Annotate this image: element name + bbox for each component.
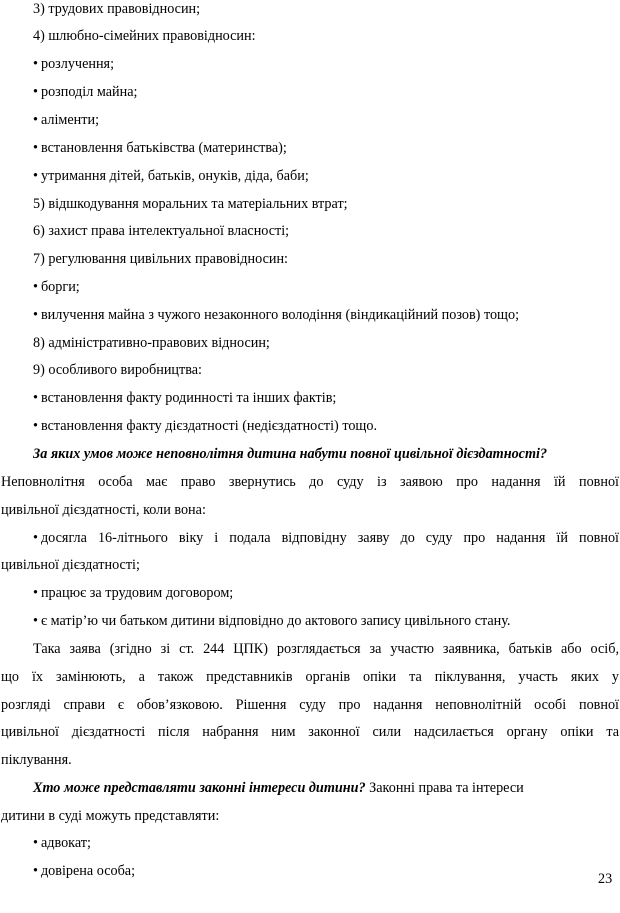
bullet-icon: •	[33, 307, 38, 323]
paragraph-line: що їх замінюють, а також представників органів опіки та піклування, участь яких у	[1, 669, 619, 685]
paragraph-line: цивільної дієздатності, коли вона:	[1, 502, 206, 518]
bullet-icon: •	[33, 112, 38, 128]
text-line: 8) адміністративно-правових відносин;	[33, 335, 270, 351]
paragraph-line: цивільної дієздатності;	[1, 557, 140, 573]
bullet-item: • досягла 16-літнього віку і подала відповідну заяву до суду про надання їй повної	[33, 530, 619, 546]
paragraph-line: розгляді справи є обов’язковою. Рішення суду про надання неповнолітній особі повної	[1, 697, 619, 713]
text-line: 6) захист права інтелектуальної власності;	[33, 223, 290, 239]
bullet-item: • адвокат;	[33, 835, 91, 851]
paragraph-line: піклування.	[1, 752, 72, 768]
paragraph-line: дитини в суді можуть представляти:	[1, 808, 220, 824]
question-line: Хто може представляти законні інтереси дитини? Законні права та інтереси	[33, 780, 524, 796]
paragraph-line: Така заява (згідно зі ст. 244 ЦПК) розглядається за участю заявника, батьків або осіб,	[33, 641, 619, 657]
bullet-item: • борги;	[33, 279, 80, 295]
bullet-icon: •	[33, 585, 38, 601]
bullet-icon: •	[33, 84, 38, 100]
question-heading: За яких умов може неповнолітня дитина набути повної цивільної дієздатності?	[33, 446, 548, 462]
bullet-item: • розлучення;	[33, 56, 115, 72]
text-line: 4) шлюбно-сімейних правовідносин:	[33, 28, 256, 44]
bullet-item: • встановлення факту дієздатності (недієздатності) тощо.	[33, 418, 377, 434]
bullet-icon: •	[33, 390, 38, 406]
bullet-item: • аліменти;	[33, 112, 100, 128]
bullet-icon: •	[33, 530, 38, 546]
bullet-item: • працює за трудовим договором;	[33, 585, 234, 601]
bullet-icon: •	[33, 140, 38, 156]
bullet-item: • встановлення факту родинності та інших фактів;	[33, 390, 337, 406]
text-line: 9) особливого виробництва:	[33, 362, 202, 378]
text-line: 3) трудових правовідносин;	[33, 1, 201, 17]
bullet-icon: •	[33, 613, 38, 629]
page-number: 23	[598, 871, 613, 887]
text-line: 7) регулювання цивільних правовідносин:	[33, 251, 288, 267]
bullet-item: • є матір’ю чи батьком дитини відповідно до актового запису цивільного стану.	[33, 613, 511, 629]
question-heading: Хто може представляти законні інтереси дитини?	[33, 780, 366, 796]
paragraph-line: цивільної дієздатності після набрання ним законної сили надсилається органу опіки та	[1, 724, 619, 740]
bullet-item: • вилучення майна з чужого незаконного володіння (віндикаційний позов) тощо;	[33, 307, 520, 323]
text-line: 5) відшкодування моральних та матеріальних втрат;	[33, 196, 348, 212]
bullet-item: • утримання дітей, батьків, онуків, діда, баби;	[33, 168, 309, 184]
bullet-icon: •	[33, 418, 38, 434]
bullet-icon: •	[33, 56, 38, 72]
bullet-icon: •	[33, 168, 38, 184]
bullet-item: • розподіл майна;	[33, 84, 138, 100]
bullet-item: • встановлення батьківства (материнства);	[33, 140, 287, 156]
bullet-icon: •	[33, 863, 38, 879]
bullet-icon: •	[33, 279, 38, 295]
bullet-item: • довірена особа;	[33, 863, 136, 879]
bullet-icon: •	[33, 835, 38, 851]
paragraph-line: Неповнолітня особа має право звернутись до суду із заявою про надання їй повної	[1, 474, 619, 490]
